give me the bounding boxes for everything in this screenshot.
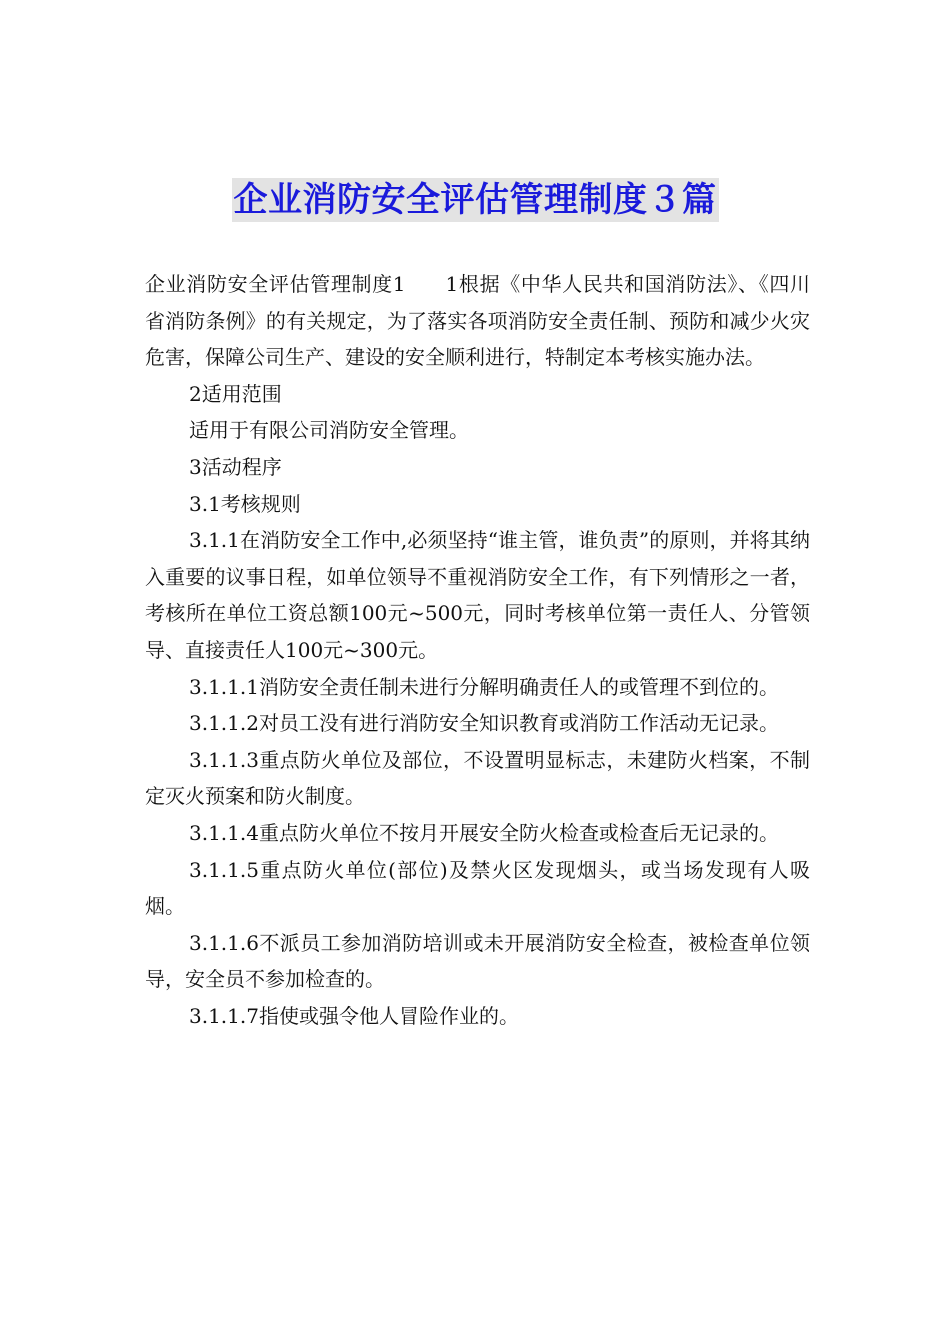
paragraph: 适用于有限公司消防安全管理。 <box>189 418 469 443</box>
paragraph: 3.1.1.6不派员工参加消防培训或未开展消防安全检查，被检查单位领导，安全员不参加检查的。 <box>145 930 810 992</box>
paragraph: 3.1.1.5重点防火单位(部位)及禁火区发现烟头，或当场发现有人吸烟。 <box>145 857 810 919</box>
document-title: 企业消防安全评估管理制度３篇 <box>233 180 717 220</box>
document-body <box>145 266 810 1034</box>
intro-heading: 企业消防安全评估管理制度1 <box>145 272 406 296</box>
paragraph: 3.1.1在消防安全工作中,必须坚持“谁主管，谁负责”的原则，并将其纳入重要的议事日程，如单位领导不重视消防安全工作，有下列情形之一者，考核所在单位工资总额100元~500元，同时考核单位第一责任人、分管领导、直接责任人100元~300元。 <box>145 528 810 662</box>
paragraph: 2适用范围 <box>189 381 282 406</box>
paragraph-text: 1根据《中华人民共和国消防法》、《四川省消防条例》的有关规定，为了落实各项消防安全责任制、预防和减少火灾危害，保障公司生产、建设的安全顺利进行，特制定本考核实施办法。 <box>145 272 810 370</box>
intro-paragraph <box>145 266 810 376</box>
paragraph: 3.1考核规则 <box>189 491 301 516</box>
paragraph: 3.1.1.7指使或强令他人冒险作业的。 <box>189 1003 519 1028</box>
paragraph: 3.1.1.1消防安全责任制未进行分解明确责任人的或管理不到位的。 <box>189 674 779 699</box>
paragraph: 3.1.1.3重点防火单位及部位，不设置明显标志，未建防火档案，不制定灭火预案和防火制度。 <box>145 747 810 809</box>
paragraph: 3.1.1.4重点防火单位不按月开展安全防火检查或检查后无记录的。 <box>189 820 779 845</box>
title-container <box>0 178 950 222</box>
paragraph: 3.1.1.2对员工没有进行消防安全知识教育或消防工作活动无记录。 <box>189 711 779 736</box>
paragraph: 3活动程序 <box>189 454 282 479</box>
